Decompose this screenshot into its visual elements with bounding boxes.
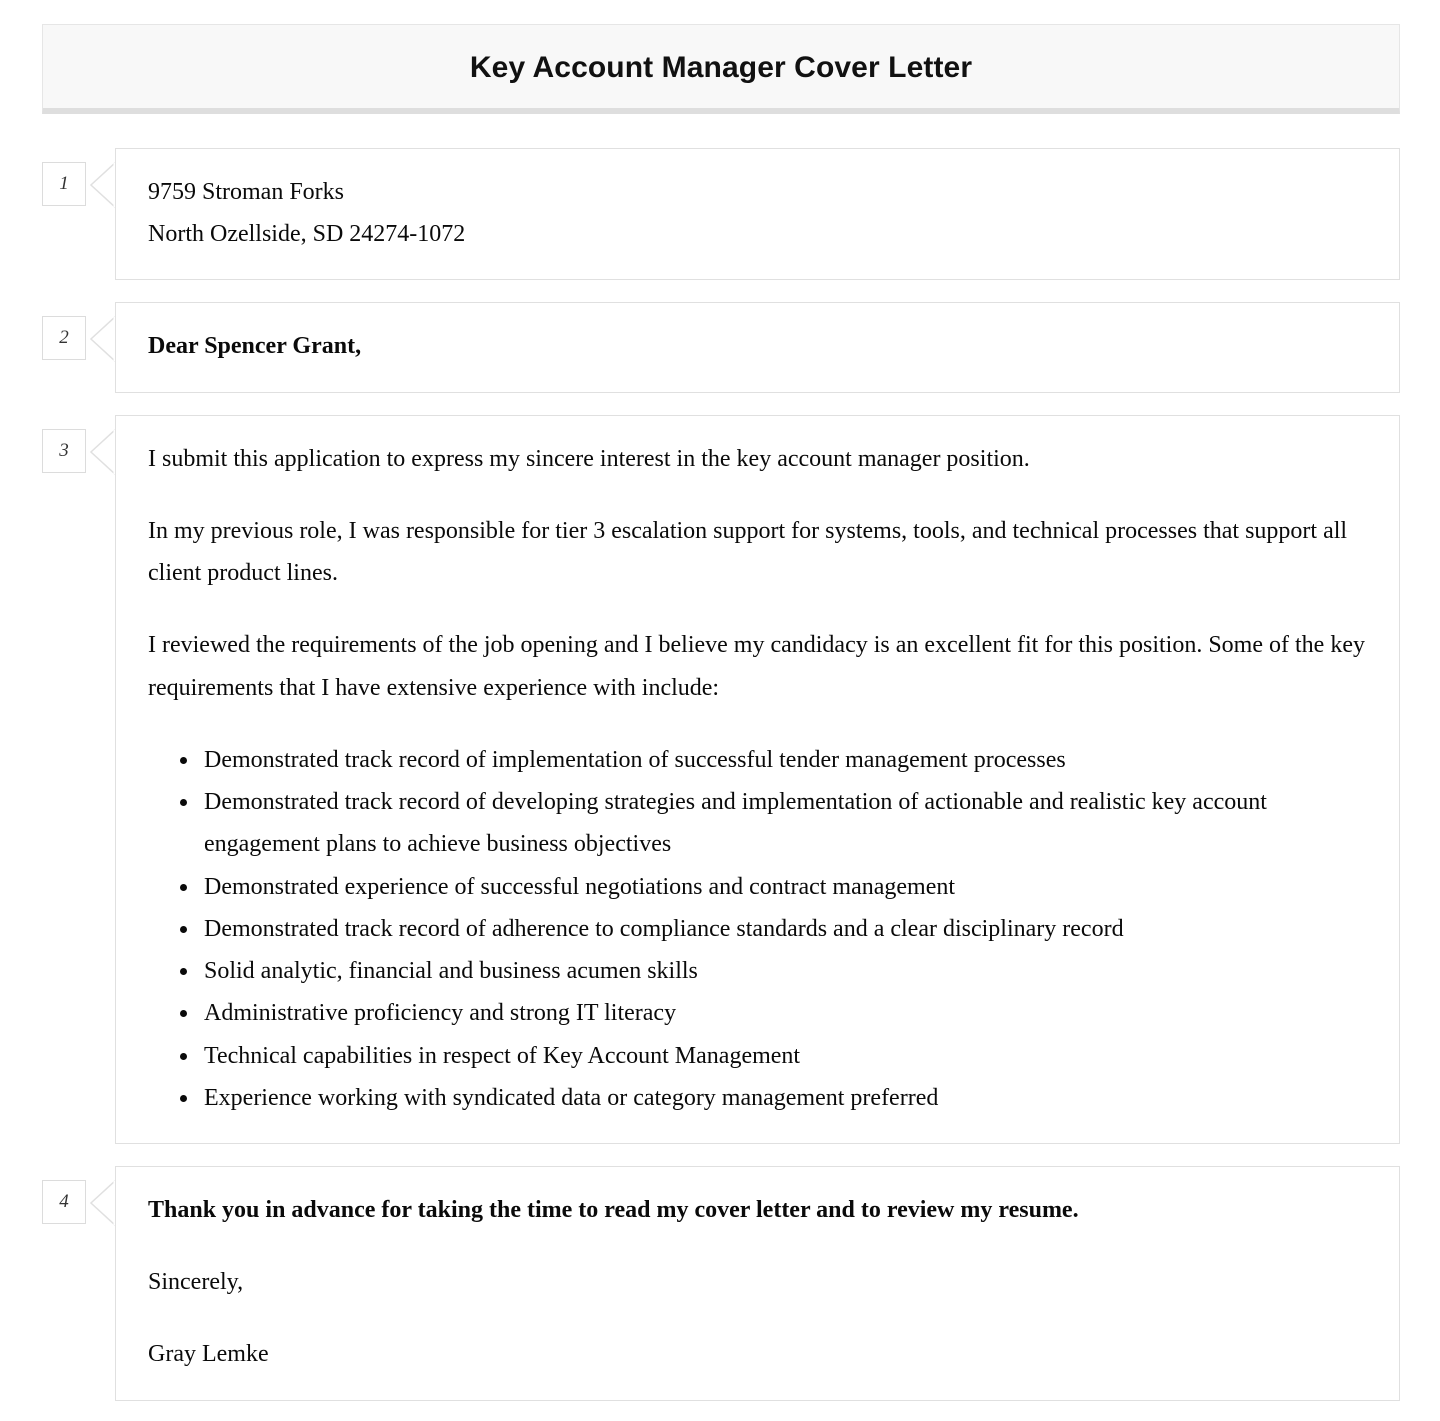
section-salutation: [42, 302, 1400, 392]
salutation-text: Dear Spencer Grant,: [148, 333, 362, 360]
bubble-wrapper: [115, 148, 1400, 280]
document-header: [42, 24, 1400, 114]
callout-marker-4[interactable]: 4: [42, 1180, 86, 1224]
bubble-wrapper: [115, 1166, 1400, 1401]
bubble-wrapper: [115, 415, 1400, 1144]
closing-signoff: Sincerely,: [148, 1269, 244, 1296]
requirements-list: [148, 739, 1373, 1119]
letter-body-content: [148, 438, 1373, 1119]
list-item: • Demonstrated track record of adherence to compliance standards and a clear disciplinary record: [200, 908, 1373, 950]
body-paragraph-2: In my previous role, I was responsible for tier 3 escalation support for systems, tools, and technical processes that support all client product lines.: [148, 517, 1348, 587]
letter-body-box: [115, 415, 1400, 1144]
sender-address-content: [148, 171, 1373, 255]
salutation-box: [115, 302, 1400, 392]
list-item: • Experience working with syndicated data or category management preferred: [200, 1077, 1373, 1119]
bubble-notch-fill-icon: [90, 162, 115, 208]
list-item: • Demonstrated track record of implementation of successful tender management processes: [200, 739, 1373, 781]
signature-name: Gray Lemke: [148, 1341, 269, 1368]
list-item: • Demonstrated experience of successful negotiations and contract management: [200, 866, 1373, 908]
body-paragraph-3: I reviewed the requirements of the job opening and I believe my candidacy is an excellent fit for this position. Some of the key requirements that I have extensive experience with include:: [148, 632, 1365, 701]
closing-content: [148, 1189, 1373, 1376]
callout-marker-2[interactable]: 2: [42, 316, 86, 360]
bubble-notch-fill-icon: [90, 1180, 115, 1226]
list-item: • Technical capabilities in respect of Key Account Management: [200, 1035, 1373, 1077]
address-line-1: 9759 Stroman Forks: [148, 179, 345, 205]
page-title: Key Account Manager Cover Letter: [469, 51, 973, 84]
address-line-2: North Ozellside, SD 24274-1072: [148, 221, 466, 248]
section-sender-address: [42, 148, 1400, 280]
bubble-wrapper: [115, 302, 1400, 392]
callout-marker-3[interactable]: 3: [42, 429, 86, 473]
list-item: • Solid analytic, financial and business acumen skills: [200, 950, 1373, 992]
bubble-notch-fill-icon: [90, 429, 115, 475]
section-closing: [42, 1166, 1400, 1401]
section-letter-body: [42, 415, 1400, 1144]
list-item: • Demonstrated track record of developing strategies and implementation of actionable and realistic key account engagement plans to achieve business objectives: [200, 781, 1373, 865]
bubble-notch-fill-icon: [90, 316, 115, 362]
closing-thanks: Thank you in advance for taking the time to read my cover letter and to review my resume.: [148, 1196, 1079, 1223]
sender-address-paragraph: [148, 171, 1373, 255]
salutation-content: [148, 325, 1373, 367]
callout-marker-1[interactable]: 1: [42, 162, 86, 206]
list-item: • Administrative proficiency and strong IT literacy: [200, 992, 1373, 1034]
sender-address-box: [115, 148, 1400, 280]
body-paragraph-1: I submit this application to express my sincere interest in the key account manager position.: [148, 445, 1030, 472]
closing-box: [115, 1166, 1400, 1401]
